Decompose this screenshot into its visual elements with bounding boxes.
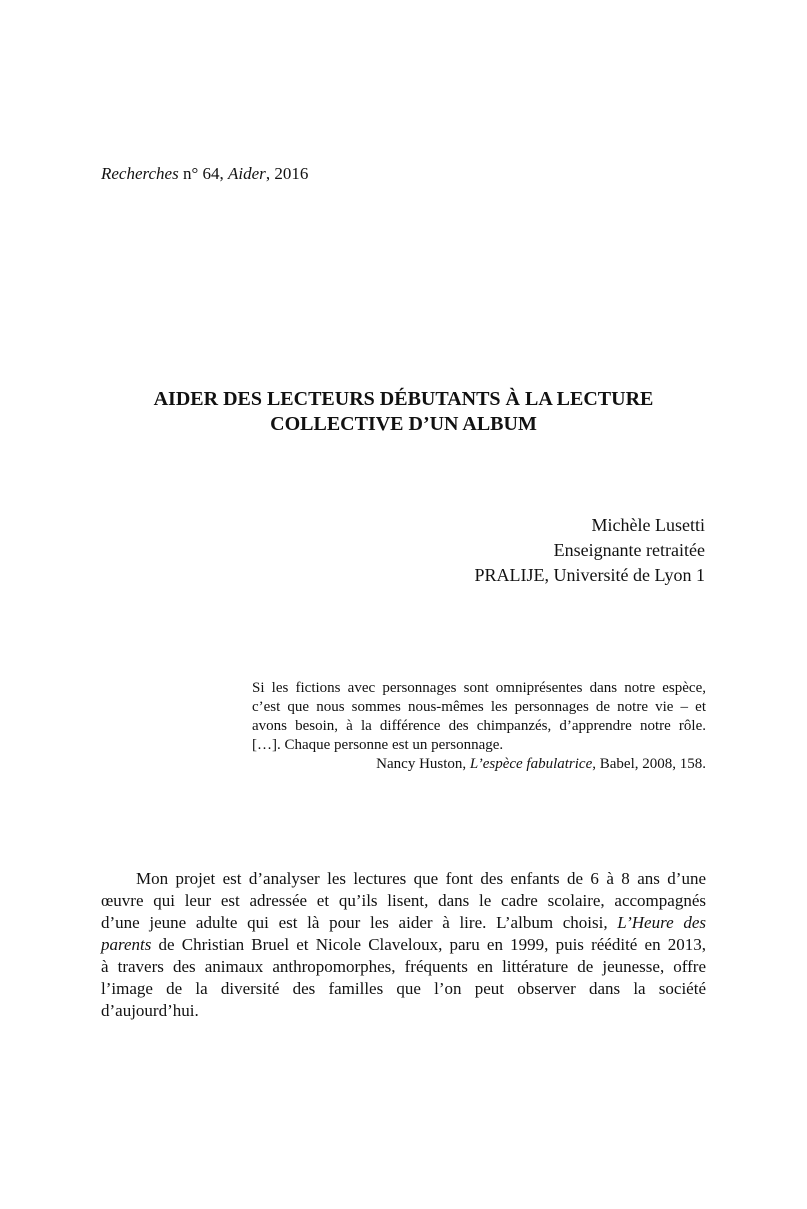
- author-affiliation: PRALIJE, Université de Lyon 1: [474, 565, 705, 585]
- body-line: d’aujourd’hui.: [101, 1001, 199, 1020]
- epigraph: [252, 679, 706, 774]
- body-line: [101, 934, 706, 956]
- attribution-details: , Babel, 2008, 158.: [592, 756, 706, 772]
- epigraph-line: […]. Chaque personne est un personnage.: [252, 737, 504, 753]
- author-block: [475, 513, 705, 588]
- author-name: Michèle Lusetti: [591, 515, 705, 535]
- article-title: [80, 387, 727, 437]
- body-line-4-text: de Christian Bruel et Nicole Claveloux, paru en 1999, puis réédité en 2013,: [151, 935, 706, 954]
- epigraph-attribution: [252, 755, 706, 774]
- title-line-2: COLLECTIVE D’UN ALBUM: [270, 413, 537, 435]
- journal-name: Recherches: [101, 164, 179, 183]
- body-paragraph: [101, 868, 706, 1022]
- running-head: [101, 163, 308, 185]
- body-line: [101, 912, 706, 934]
- author-role: Enseignante retraitée: [553, 540, 705, 560]
- title-line-1: AIDER DES LECTEURS DÉBUTANTS À LA LECTURE: [153, 388, 654, 410]
- attribution-author: Nancy Huston,: [376, 756, 470, 772]
- album-title-part-1: , L’Heure des: [603, 913, 706, 932]
- epigraph-line: avons besoin, à la différence des chimpanzés, d’apprendre notre rôle.: [252, 718, 706, 734]
- issue-theme: Aider: [228, 164, 266, 183]
- body-line: l’image de la diversité des familles que l’on peut observer dans la société: [101, 979, 706, 998]
- body-line: œuvre qui leur est adressée et qu’ils lisent, dans le cadre scolaire, accompagnés: [101, 891, 706, 910]
- album-title-part-2: parents: [101, 935, 152, 954]
- body-line: Mon projet est d’analyser les lectures que font des enfants de 6 à 8 ans d’une: [136, 869, 706, 888]
- publication-year: , 2016: [265, 164, 309, 183]
- epigraph-line: Si les fictions avec personnages sont omniprésentes dans notre espèce,: [252, 680, 706, 696]
- body-line-3-text: d’une jeune adulte qui est là pour les aider à lire. L’album choisi: [101, 913, 604, 932]
- body-line: à travers des animaux anthropomorphes, fréquents en littérature de jeunesse, offre: [101, 957, 706, 976]
- issue-number: n° 64,: [178, 164, 229, 183]
- epigraph-line: c’est que nous sommes nous-mêmes les personnages de notre vie – et: [252, 699, 706, 715]
- attribution-title: L’espèce fabulatrice: [469, 756, 593, 772]
